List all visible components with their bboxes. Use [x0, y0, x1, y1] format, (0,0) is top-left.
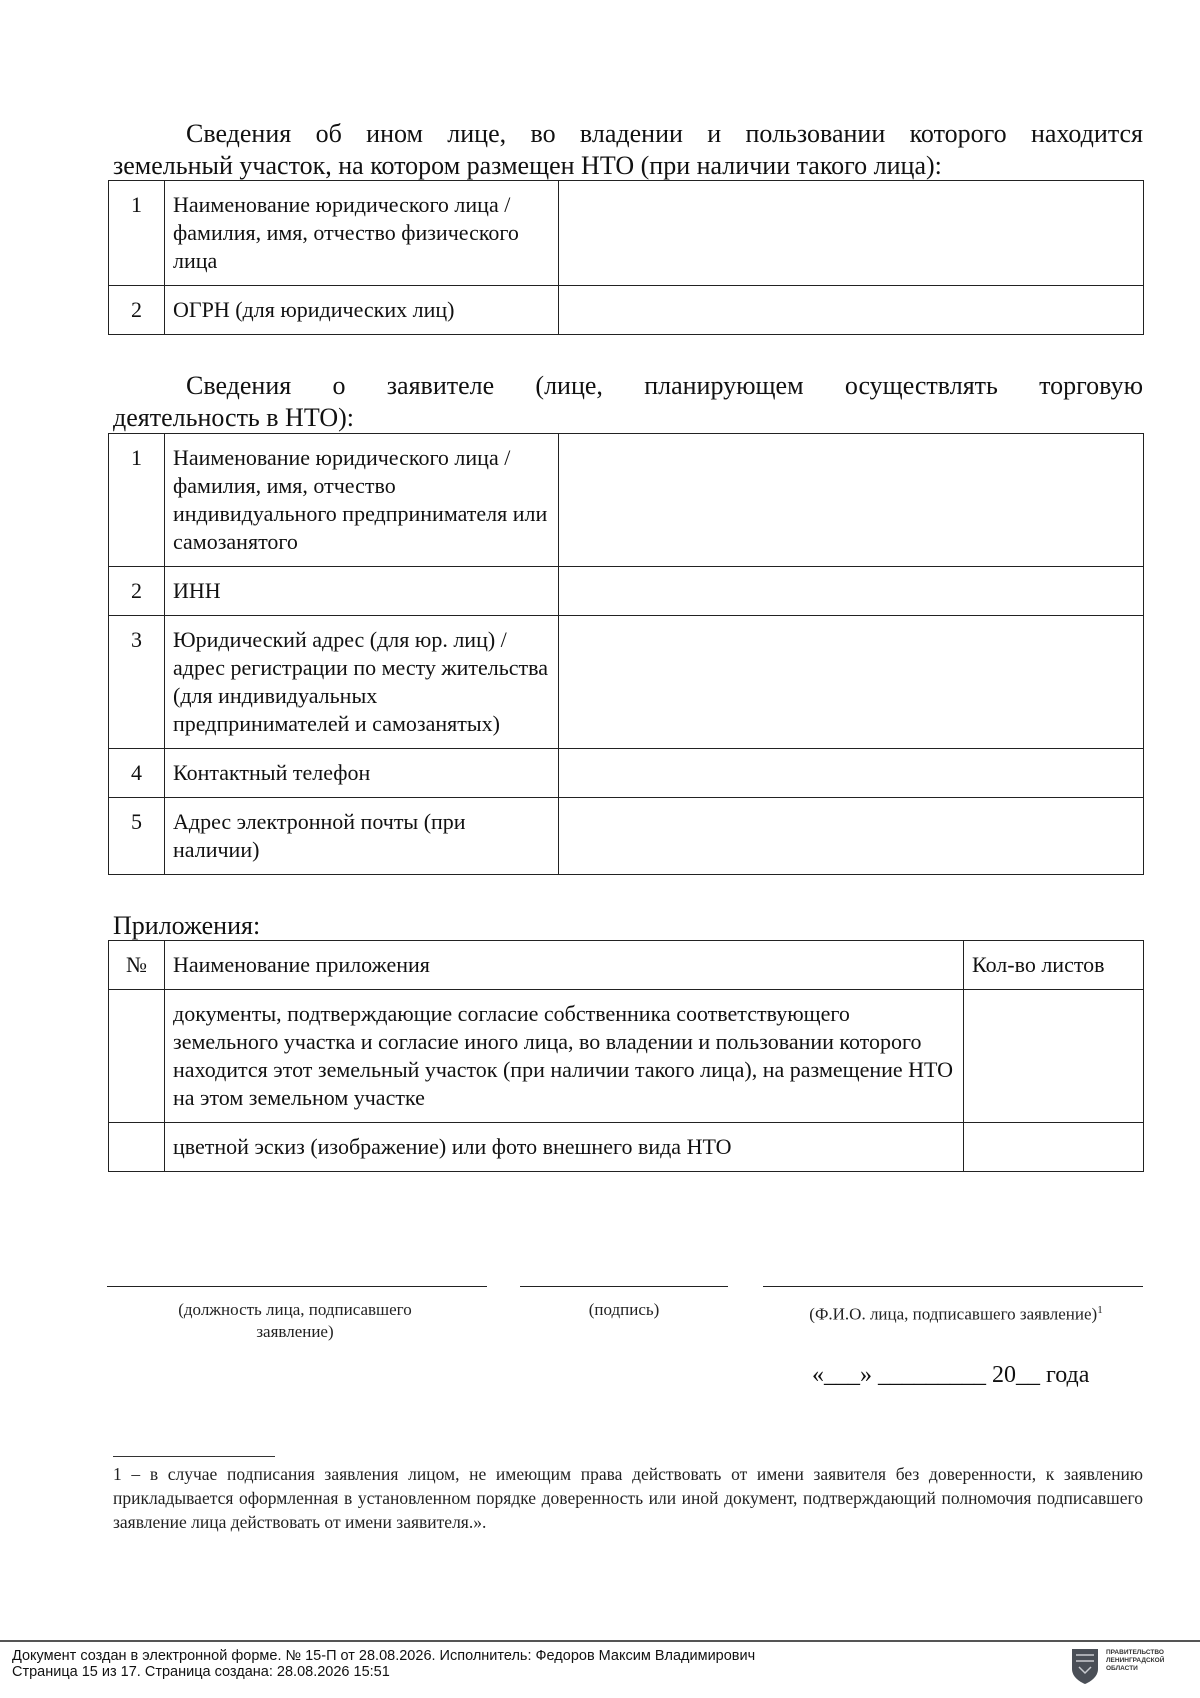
applicant-table: [108, 433, 1144, 875]
table-row: [109, 181, 1144, 286]
section2-intro-line2: деятельность в НТО):: [113, 403, 355, 432]
header-num: №: [109, 941, 165, 990]
row-number: [109, 1123, 165, 1172]
table-row: [109, 616, 1144, 749]
footer-line1: Документ создан в электронной форме. № 15-П от 28.08.2026. Исполнитель: Федоров Максим Владимирович: [12, 1648, 756, 1664]
table-header-row: [109, 941, 1144, 990]
row-number: [109, 990, 165, 1123]
section1-intro-line1: Сведения об ином лице, во владении и пользовании которого находится: [186, 119, 1143, 148]
row-label: Юридический адрес (для юр. лиц) / адрес регистрации по месту жительства (для индивидуальных предпринимателей и самозанятых): [165, 616, 559, 749]
sheets-count-field[interactable]: [964, 990, 1144, 1123]
row-number: 1: [109, 434, 165, 567]
table-row: [109, 286, 1144, 335]
row-value-field[interactable]: [559, 567, 1144, 616]
row-label: ОГРН (для юридических лиц): [165, 286, 559, 335]
row-value-field[interactable]: [559, 749, 1144, 798]
attachments-heading: Приложения:: [113, 911, 261, 940]
row-label: Контактный телефон: [165, 749, 559, 798]
footer-line2: Страница 15 из 17. Страница создана: 28.08.2026 15:51: [12, 1664, 390, 1680]
row-number: 5: [109, 798, 165, 875]
row-value-field[interactable]: [559, 286, 1144, 335]
table-row: [109, 990, 1144, 1123]
row-number: 2: [109, 567, 165, 616]
coat-of-arms-icon: [1070, 1647, 1100, 1685]
position-signature-line[interactable]: [107, 1286, 487, 1287]
document-footer: [12, 1648, 755, 1680]
section2-intro: [113, 370, 1143, 434]
position-caption: (должность лица, подписавшего заявление): [178, 1300, 412, 1341]
row-label: ИНН: [165, 567, 559, 616]
section1-intro: [113, 118, 1143, 182]
attachment-name: цветной эскиз (изображение) или фото внешнего вида НТО: [165, 1123, 964, 1172]
footnote-divider: [113, 1456, 275, 1457]
row-value-field[interactable]: [559, 798, 1144, 875]
name-caption-text: (Ф.И.О. лица, подписавшего заявление): [809, 1304, 1098, 1324]
other-person-table: [108, 180, 1144, 335]
attachment-name: документы, подтверждающие согласие собственника соответствующего земельного участка и согласие иного лица, во владении и пользовании которого находится этот земельный участок (при наличии такого лица), на размещение НТО на этом земельном участке: [165, 990, 964, 1123]
table-row: [109, 1123, 1144, 1172]
signature-caption: (подпись): [588, 1300, 660, 1319]
org-name: ПРАВИТЕЛЬСТВО ЛЕНИНГРАДСКОЙ ОБЛАСТИ: [1106, 1649, 1165, 1672]
footnote-marker: 1: [1097, 1304, 1103, 1316]
table-row: [109, 749, 1144, 798]
table-row: [109, 798, 1144, 875]
row-number: 2: [109, 286, 165, 335]
row-value-field[interactable]: [559, 616, 1144, 749]
row-label: Наименование юридического лица / фамилия, имя, отчество индивидуального предпринимателя или самозанятого: [165, 434, 559, 567]
row-number: 1: [109, 181, 165, 286]
sheets-count-field[interactable]: [964, 1123, 1144, 1172]
signature-line[interactable]: [520, 1286, 728, 1287]
header-sheets: Кол-во листов: [964, 941, 1144, 990]
header-name: Наименование приложения: [165, 941, 964, 990]
section1-intro-line2: земельный участок, на котором размещен НТО (при наличии такого лица):: [113, 151, 942, 180]
name-caption: [760, 1299, 1152, 1326]
footer-divider: [0, 1640, 1200, 1642]
attachments-table: [108, 940, 1144, 1172]
table-row: [109, 434, 1144, 567]
name-signature-line[interactable]: [763, 1286, 1143, 1287]
date-line[interactable]: «___» _________ 20__ года: [812, 1362, 1090, 1388]
footnote-text: 1 – в случае подписания заявления лицом, не имеющим права действовать от имени заявителя без доверенности, к заявлению прикладывается оформленная в установленном порядке доверенность или иной документ, подтверждающий полномочия подписавшего заявление лица действовать от имени заявителя.».: [113, 1464, 1143, 1532]
row-number: 4: [109, 749, 165, 798]
row-number: 3: [109, 616, 165, 749]
row-value-field[interactable]: [559, 181, 1144, 286]
row-label: Адрес электронной почты (при наличии): [165, 798, 559, 875]
section2-intro-line1: Сведения о заявителе (лице, планирующем осуществлять торговую: [186, 371, 1143, 400]
row-value-field[interactable]: [559, 434, 1144, 567]
row-label: Наименование юридического лица / фамилия, имя, отчество физического лица: [165, 181, 559, 286]
table-row: [109, 567, 1144, 616]
